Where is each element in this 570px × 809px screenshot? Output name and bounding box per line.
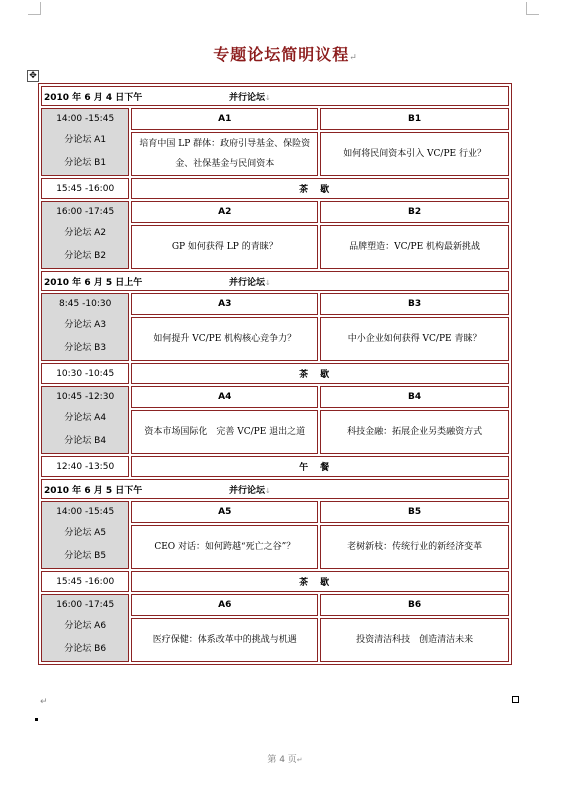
forum-code-b: B4 bbox=[408, 392, 422, 402]
forum-name-b: 分论坛 B3 bbox=[64, 343, 107, 353]
forum-code-a-cell[interactable] bbox=[131, 201, 318, 223]
break-time-cell[interactable] bbox=[41, 456, 129, 477]
section-header-row bbox=[41, 479, 509, 499]
forum-code-b: B6 bbox=[408, 600, 422, 610]
break-time-cell[interactable] bbox=[41, 363, 129, 384]
break-row bbox=[41, 571, 509, 592]
paragraph-mark: ↵ bbox=[40, 697, 48, 707]
forum-name-b: 分论坛 B6 bbox=[64, 644, 107, 654]
forum-code-a-cell[interactable] bbox=[131, 386, 318, 408]
paragraph-mark: ↵ bbox=[349, 53, 357, 63]
topic-a: 培育中国 LP 群体：政府引导基金、保险资金、社保基金与民间资本 bbox=[139, 139, 311, 169]
section-label: 并行论坛 bbox=[229, 92, 266, 103]
section-header-cell[interactable] bbox=[41, 86, 509, 106]
forum-code-b: B5 bbox=[408, 507, 422, 517]
topic-a: GP 如何获得 LP 的青睐？ bbox=[171, 242, 278, 252]
forum-code-a: A6 bbox=[218, 600, 232, 610]
section-header-row bbox=[41, 271, 509, 291]
session-time: 8:45 -10:30 bbox=[59, 299, 112, 309]
page-corner-top-right bbox=[526, 2, 539, 15]
break-label-cell[interactable] bbox=[131, 178, 509, 199]
break-time: 15:45 -16:00 bbox=[56, 183, 115, 194]
break-label-cell[interactable] bbox=[131, 363, 509, 384]
forum-name-a: 分论坛 A3 bbox=[64, 320, 107, 330]
session-time: 14:00 -15:45 bbox=[56, 507, 115, 517]
forum-name-b: 分论坛 B1 bbox=[64, 158, 107, 168]
session-time-cell[interactable] bbox=[41, 594, 129, 662]
cell-mark: ↓ bbox=[265, 93, 271, 102]
page-number: 第 4 页 bbox=[267, 755, 297, 765]
session-time-cell[interactable] bbox=[41, 501, 129, 569]
topic-b-cell[interactable] bbox=[320, 225, 509, 269]
forum-name-b: 分论坛 B5 bbox=[64, 551, 107, 561]
forum-code-a: A4 bbox=[218, 392, 232, 402]
session-letter-row bbox=[41, 293, 509, 315]
topic-b: 品牌塑造：VC/PE 机构最新挑战 bbox=[349, 242, 481, 252]
forum-code-b-cell[interactable] bbox=[320, 386, 509, 408]
forum-name-a: 分论坛 A4 bbox=[64, 413, 107, 423]
forum-code-a: A3 bbox=[218, 299, 232, 309]
forum-name-a: 分论坛 A1 bbox=[64, 135, 107, 145]
session-time: 10:45 -12:30 bbox=[56, 392, 115, 402]
session-time-cell[interactable] bbox=[41, 293, 129, 361]
forum-code-b: B1 bbox=[408, 114, 422, 124]
forum-code-a: A5 bbox=[218, 507, 232, 517]
forum-code-b: B2 bbox=[408, 207, 422, 217]
topic-b: 老树新枝：传统行业的新经济变革 bbox=[347, 542, 483, 552]
topic-b: 投资清洁科技 创造清洁未来 bbox=[356, 635, 474, 645]
forum-code-a-cell[interactable] bbox=[131, 108, 318, 130]
session-letter-row bbox=[41, 201, 509, 223]
session-letter-row bbox=[41, 386, 509, 408]
break-label-cell[interactable] bbox=[131, 456, 509, 477]
table-move-handle-icon[interactable]: ✥ bbox=[27, 70, 39, 82]
forum-code-b-cell[interactable] bbox=[320, 108, 509, 130]
break-time: 10:30 -10:45 bbox=[56, 368, 115, 379]
agenda-table bbox=[38, 83, 512, 665]
forum-code-a: A1 bbox=[218, 114, 232, 124]
session-letter-row bbox=[41, 501, 509, 523]
session-time-cell[interactable] bbox=[41, 386, 129, 454]
section-date: 2010 年 6 月 5 日上午 bbox=[44, 277, 143, 288]
table-resize-handle[interactable] bbox=[512, 696, 519, 703]
cell-mark: ↓ bbox=[265, 486, 271, 495]
topic-a: 医疗保健：体系改革中的挑战与机遇 bbox=[152, 635, 297, 645]
break-row bbox=[41, 363, 509, 384]
topic-a-cell[interactable] bbox=[131, 410, 318, 454]
break-label: 午餐 bbox=[299, 463, 342, 473]
forum-code-a-cell[interactable] bbox=[131, 293, 318, 315]
break-time-cell[interactable] bbox=[41, 178, 129, 199]
forum-code-b-cell[interactable] bbox=[320, 594, 509, 616]
topic-b-cell[interactable] bbox=[320, 132, 509, 176]
topic-a-cell[interactable] bbox=[131, 618, 318, 662]
topic-b: 中小企业如何获得 VC/PE 青睐？ bbox=[347, 334, 482, 344]
forum-code-b-cell[interactable] bbox=[320, 501, 509, 523]
break-time-cell[interactable] bbox=[41, 571, 129, 592]
break-label: 茶歇 bbox=[299, 578, 342, 588]
session-time: 14:00 -15:45 bbox=[56, 114, 115, 124]
forum-name-a: 分论坛 A5 bbox=[64, 528, 107, 538]
break-label: 茶歇 bbox=[299, 185, 342, 195]
page-corner-top-left bbox=[28, 2, 41, 15]
session-letter-row bbox=[41, 594, 509, 616]
break-label: 茶歇 bbox=[299, 370, 342, 380]
cell-mark: ↓ bbox=[265, 278, 271, 287]
topic-b-cell[interactable] bbox=[320, 618, 509, 662]
section-header-row bbox=[41, 86, 509, 106]
session-time-cell[interactable] bbox=[41, 108, 129, 176]
forum-code-b: B3 bbox=[408, 299, 422, 309]
forum-code-a-cell[interactable] bbox=[131, 501, 318, 523]
forum-name-a: 分论坛 A6 bbox=[64, 621, 107, 631]
session-time-cell[interactable] bbox=[41, 201, 129, 269]
forum-name-a: 分论坛 A2 bbox=[64, 228, 107, 238]
section-date: 2010 年 6 月 4 日下午 bbox=[44, 92, 143, 103]
topic-a-cell[interactable] bbox=[131, 225, 318, 269]
forum-name-b: 分论坛 B2 bbox=[64, 251, 107, 261]
section-date: 2010 年 6 月 5 日下午 bbox=[44, 485, 143, 496]
topic-b-cell[interactable] bbox=[320, 317, 509, 361]
break-time: 15:45 -16:00 bbox=[56, 576, 115, 587]
topic-b: 如何将民间资本引入 VC/PE 行业？ bbox=[343, 149, 486, 159]
topic-a: 资本市场国际化 完善 VC/PE 退出之道 bbox=[144, 427, 306, 437]
forum-code-a-cell[interactable] bbox=[131, 594, 318, 616]
document-title bbox=[0, 42, 570, 65]
section-label: 并行论坛 bbox=[229, 485, 266, 496]
section-header-cell[interactable] bbox=[41, 271, 509, 291]
page-footer: 第 4 页↵ bbox=[267, 755, 303, 765]
topic-a-cell[interactable] bbox=[131, 525, 318, 569]
section-label: 并行论坛 bbox=[229, 277, 266, 288]
session-time: 16:00 -17:45 bbox=[56, 600, 115, 610]
break-row bbox=[41, 456, 509, 477]
topic-b: 科技金融：拓展企业另类融资方式 bbox=[347, 427, 483, 437]
topic-b-cell[interactable] bbox=[320, 410, 509, 454]
topic-a: CEO 对话：如何跨越“死亡之谷”？ bbox=[154, 542, 296, 552]
session-letter-row bbox=[41, 108, 509, 130]
break-time: 12:40 -13:50 bbox=[56, 461, 115, 472]
break-label-cell[interactable] bbox=[131, 571, 509, 592]
topic-a: 如何提升 VC/PE 机构核心竞争力？ bbox=[153, 334, 297, 344]
forum-code-b-cell[interactable] bbox=[320, 293, 509, 315]
forum-code-b-cell[interactable] bbox=[320, 201, 509, 223]
topic-a-cell[interactable] bbox=[131, 132, 318, 176]
topic-a-cell[interactable] bbox=[131, 317, 318, 361]
break-row bbox=[41, 178, 509, 199]
topic-b-cell[interactable] bbox=[320, 525, 509, 569]
cursor-bullet bbox=[35, 718, 38, 721]
forum-name-b: 分论坛 B4 bbox=[64, 436, 107, 446]
title-text: 专题论坛简明议程 bbox=[213, 45, 350, 64]
forum-code-a: A2 bbox=[218, 207, 232, 217]
session-time: 16:00 -17:45 bbox=[56, 207, 115, 217]
section-header-cell[interactable] bbox=[41, 479, 509, 499]
